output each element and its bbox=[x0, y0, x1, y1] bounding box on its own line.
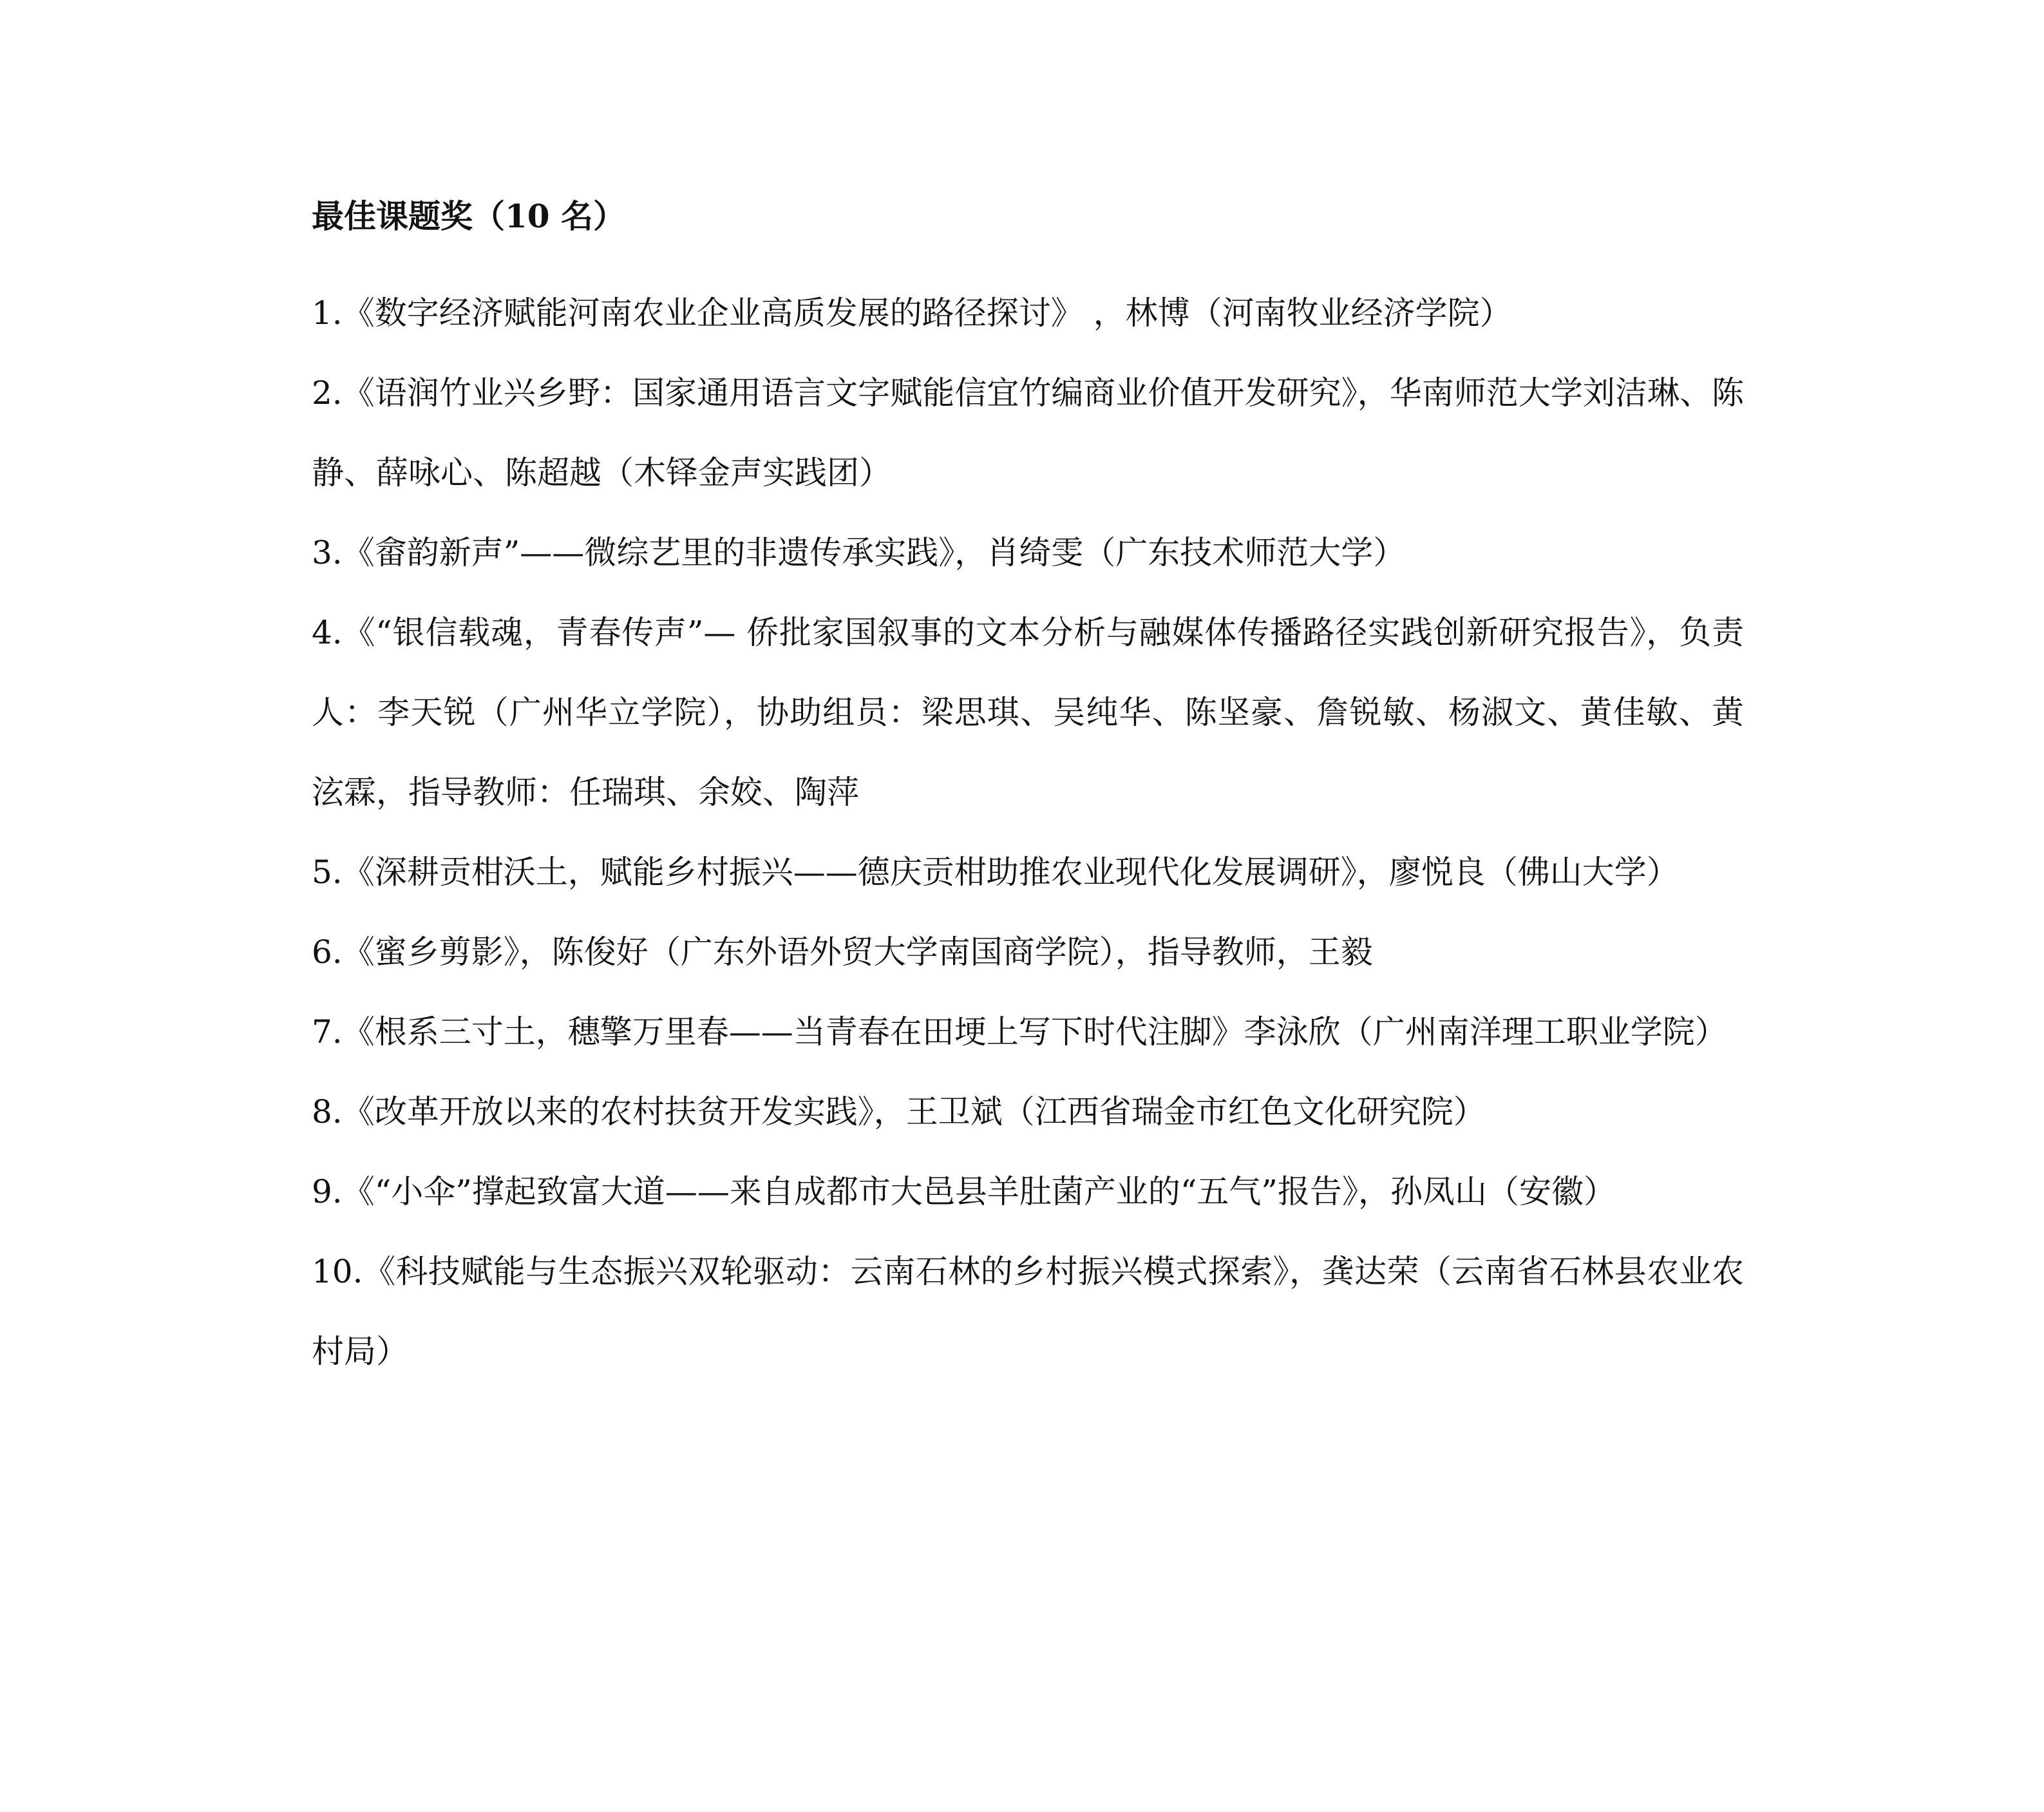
entry-number: 9. bbox=[312, 1173, 343, 1210]
entry-number: 7. bbox=[312, 1013, 343, 1051]
entry-text: 《语润竹业兴乡野：国家通用语言文字赋能信宜竹编商业价值开发研究》，华南师范大学刘洁琳、陈静、薛咏心、陈超越（木铎金声实践团） bbox=[312, 374, 1744, 491]
entry-text: 《科技赋能与生态振兴双轮驱动：云南石林的乡村振兴模式探索》，龚达荣（云南省石林县农业农村局） bbox=[312, 1253, 1744, 1370]
entry-text: 《深耕贡柑沃土，赋能乡村振兴——德庆贡柑助推农业现代化发展调研》，廖悦良（佛山大学） bbox=[342, 854, 1679, 891]
entry-number: 4. bbox=[312, 614, 343, 651]
document-page bbox=[312, 193, 1744, 1391]
entry-number: 6. bbox=[312, 933, 343, 971]
entry-text: 《“银信载魂，青春传声”— 侨批家国叙事的文本分析与融媒体传播路径实践创新研究报告》，负责人：李天锐（广州华立学院），协助组员：梁思琪、吴纯华、陈坚豪、詹锐敏、杨淑文、黄佳敏、黄泫霖，指导教师：任瑞琪、余姣、陶萍 bbox=[312, 614, 1744, 811]
entry-number: 8. bbox=[312, 1093, 343, 1130]
entry-number: 1. bbox=[312, 294, 343, 332]
entry-text: 《改革开放以来的农村扶贫开发实践》，王卫斌（江西省瑞金市红色文化研究院） bbox=[342, 1093, 1486, 1130]
entry-number: 10. bbox=[312, 1253, 363, 1290]
entry-text: 《数字经济赋能河南农业企业高质发展的路径探讨》 ，林博（河南牧业经济学院） bbox=[342, 294, 1512, 332]
award-entry-4 bbox=[312, 593, 1744, 832]
award-entry-6 bbox=[312, 912, 1744, 992]
award-entry-10 bbox=[312, 1232, 1744, 1391]
section-heading: 最佳课题奖（10 名） bbox=[312, 197, 625, 235]
award-entry-9 bbox=[312, 1152, 1744, 1232]
entry-text: 《“小伞”撑起致富大道——来自成都市大邑县羊肚菌产业的“五气”报告》，孙凤山（安徽） bbox=[342, 1173, 1616, 1210]
entry-text: 《根系三寸土，穗擎万里春——当青春在田埂上写下时代注脚》李泳欣（广州南洋理工职业学院） bbox=[342, 1013, 1727, 1051]
award-entry-5 bbox=[312, 832, 1744, 912]
award-entry-8 bbox=[312, 1072, 1744, 1152]
entry-number: 5. bbox=[312, 854, 343, 891]
award-entry-7 bbox=[312, 992, 1744, 1072]
entry-number: 3. bbox=[312, 534, 343, 571]
entry-text: 《蜜乡剪影》，陈俊好（广东外语外贸大学南国商学院），指导教师，王毅 bbox=[342, 933, 1373, 971]
award-entry-1 bbox=[312, 273, 1744, 353]
award-entry-3 bbox=[312, 513, 1744, 593]
entry-text: 《畲韵新声”——微综艺里的非遗传承实践》，肖绮雯（广东技术师范大学） bbox=[342, 534, 1406, 571]
award-entry-2 bbox=[312, 353, 1744, 513]
entry-number: 2. bbox=[312, 374, 343, 412]
